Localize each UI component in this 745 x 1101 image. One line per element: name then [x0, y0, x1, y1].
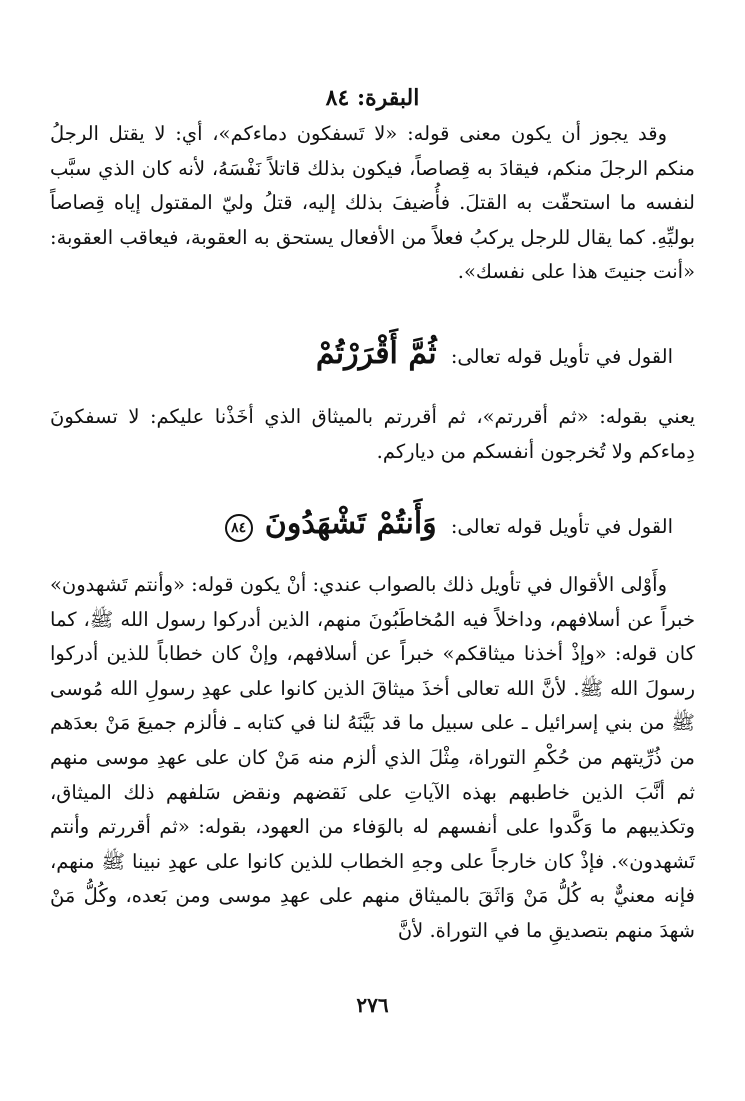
section-heading: [50, 504, 673, 547]
section-heading-label: القول في تأويل قوله تعالى:: [450, 345, 673, 368]
ayah-number-marker: ٨٤: [225, 514, 253, 542]
document-page: [50, 0, 695, 1101]
quran-verse: وَأَنتُمْ تَشْهَدُونَ: [264, 506, 437, 541]
running-header: البقرة: ٨٤: [325, 85, 420, 111]
section-heading-label: القول في تأويل قوله تعالى:: [450, 515, 673, 538]
page-number: ٢٧٦: [356, 993, 389, 1017]
commentary-paragraph: وأَوْلى الأقوال في تأويل ذلك بالصواب عندي: أنْ يكون قوله: «وأنتم تَشهدون» خبراً عن أسلافهم، وداخلاً فيه المُخاطَبُونَ منهم، الذين أدركوا رسول الله ﷺ، كما كان قوله: «وإذْ أخذنا ميثاقكم» خبراً عن أسلافهم، وإنْ كان خطاباً للذين أدركوا رسولَ الله ﷺ. لأنَّ الله تعالى أخذَ ميثاقَ الذين كانوا على عهدِ رسولِ الله مُوسى ﷺ من بني إسرائيل ـ على سبيل ما قد بَيَّنَهُ لنا في كتابه ـ فألزم جميعَ مَنْ بعدَهم من ذُرِّيتهم من حُكْمِ التوراة، مِثْلَ الذي ألزم منه مَنْ كان على عهدِ موسى منهم ثم أنَّبَ الذين خاطبهم بهذه الآياتِ على نَقضهم ونقض سَلفهم ذلك الميثاق، وتكذيبهم ما وَكَّدوا على أنفسهم له بالوَفاء من العهود، بقوله: «ثم أقررتم وأنتم تَشهدون». فإذْ كان خارجاً على وجهِ الخطاب للذين كانوا على عهدِ نبينا ﷺ منهم، فإنه معنيٌّ به كُلُّ مَنْ وَاثَقَ بالميثاق منهم على عهدِ موسى ومن بَعده، وكُلُّ مَنْ شهدَ منهم بتصديقِ ما في التوراة. لأنَّ: [50, 573, 695, 942]
section-heading: [50, 334, 673, 377]
commentary-paragraph: وقد يجوز أن يكون معنى قوله: «لا تَسفكون دماءكم»، أي: لا يقتل الرجلُ منكم الرجلَ منكم، فيقادَ به قِصاصاً، فيكون بذلك قاتلاً نَفْسَهُ، لأنه كان الذي سبَّب لنفسه ما استحقّت به القتلَ. فأُضيفَ بذلك إليه، قتلُ وليّ المقتول إياه قِصاصاً بوليِّهِ. كما يقال للرجل يركبُ فعلاً من الأفعال يستحق به العقوبة، فيعاقب العقوبة: «أنت جنيتَ هذا على نفسك».: [50, 122, 695, 284]
quran-verse: ثُمَّ أَقْرَرْتُمْ: [315, 336, 437, 371]
commentary-paragraph: يعني بقوله: «ثم أقررتم»، ثم أقررتم بالميثاق الذي أخَذْنا عليكم: لا تسفكونَ دِماءكم ولا تُخرجون أنفسكم من دياركم.: [50, 405, 695, 463]
